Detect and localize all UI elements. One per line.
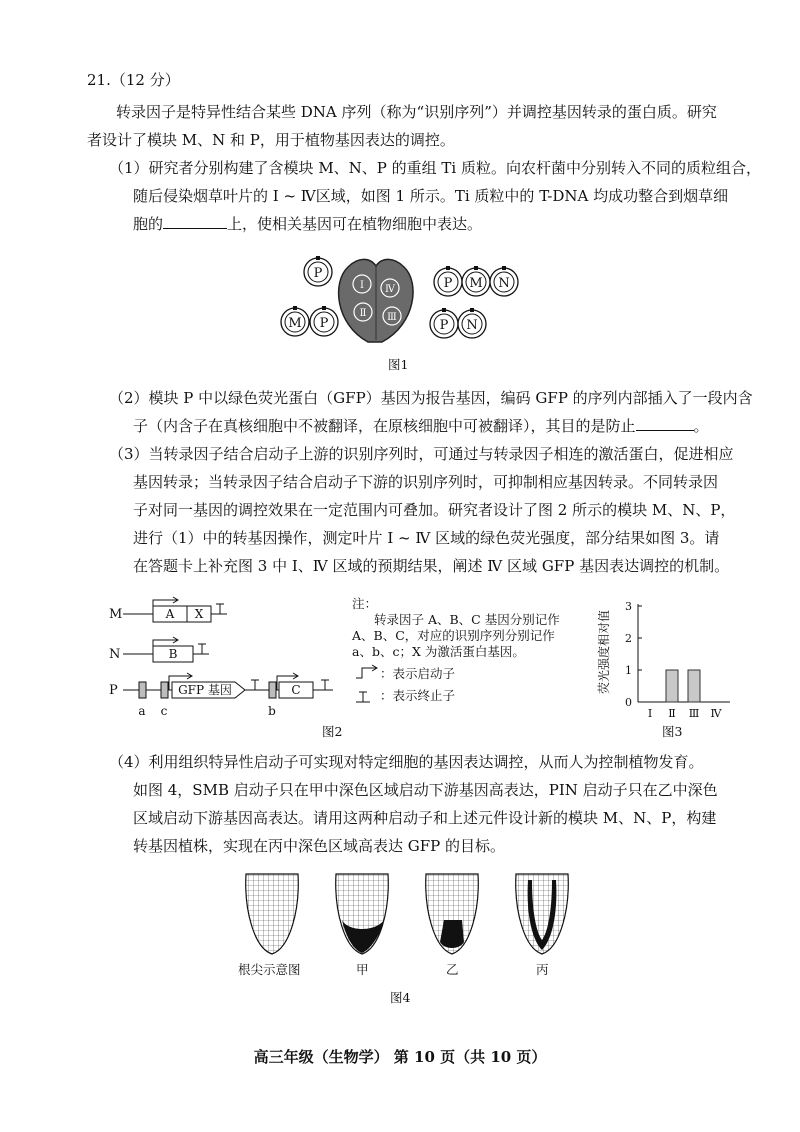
root-tip-bing <box>516 874 569 954</box>
recognition-site <box>269 682 276 698</box>
question-number: 21.（12 分） <box>87 71 180 89</box>
gene-label: X <box>194 607 204 621</box>
region-circle <box>383 307 401 325</box>
part4-line: 区域启动下游基因高表达。请用这两种启动子和上述元件设计新的模块 M、N、P，构建 <box>133 809 717 827</box>
site-label: c <box>160 704 168 718</box>
root-tip-yi <box>426 874 479 954</box>
root-tip-jia <box>336 874 389 954</box>
plasmid-label: P <box>313 266 323 281</box>
gene-label: A <box>165 607 175 621</box>
text: 子（内含子在真核细胞中不被翻译，在原核细胞中可被翻译），其目的是防止 <box>133 417 636 435</box>
y-axis-label: 荧光强度相对值 <box>597 609 611 695</box>
note-line: a、b、c；X 为激活蛋白基因。 <box>352 644 525 659</box>
gene-label: GFP 基因 <box>178 683 232 697</box>
bar <box>688 670 700 702</box>
module-label: P <box>109 683 118 698</box>
plasmid <box>490 266 518 296</box>
figure-1-caption: 图1 <box>388 357 409 372</box>
figure-1 <box>270 252 520 352</box>
recognition-site <box>161 682 168 698</box>
region-label: Ⅳ <box>385 284 395 295</box>
terminator-icon <box>356 692 370 702</box>
note-line: 转录因子 A、B、C 基因分别记作 <box>374 612 560 627</box>
plasmid <box>434 266 462 296</box>
x-tick-label: Ⅱ <box>668 707 676 720</box>
x-tick-label: Ⅰ <box>647 707 653 720</box>
fig4-label: 甲 <box>356 962 369 977</box>
part3-line: 进行（1）中的转基因操作，测定叶片 Ⅰ ~ Ⅳ 区域的绿色荧光强度，部分结果如图 3。请 <box>133 529 720 547</box>
part2-line <box>133 416 709 436</box>
plasmid-label: N <box>466 318 478 333</box>
part3-line: 基因转录；当转录因子结合启动子下游的识别序列时，可抑制相应基因转录。不同转录因 <box>133 473 719 491</box>
plasmid-label: P <box>319 316 329 331</box>
plasmid-label: P <box>443 276 453 291</box>
answer-blank[interactable] <box>636 416 694 431</box>
text: 。 <box>693 417 709 435</box>
root-tip-schematic <box>246 874 299 954</box>
intro-line: 转录因子是特异性结合某些 DNA 序列（称为“识别序列”）并调控基因转录的蛋白质。研究 <box>116 103 717 121</box>
part1-line <box>133 214 482 234</box>
fig4-label: 乙 <box>446 962 459 977</box>
recognition-site <box>139 682 146 698</box>
region-label: Ⅱ <box>359 308 367 319</box>
y-tick-label: 0 <box>625 696 632 709</box>
plasmid <box>304 256 332 286</box>
region-label: Ⅲ <box>387 312 397 323</box>
plasmid <box>310 306 338 336</box>
figure-4-caption: 图4 <box>390 990 411 1005</box>
plasmid-label: P <box>439 318 449 333</box>
fig4-label: 丙 <box>536 962 549 977</box>
plasmid-label: M <box>288 316 302 331</box>
plasmid-label: N <box>498 276 510 291</box>
text: 上，使相关基因可在植物细胞中表达。 <box>227 215 483 233</box>
bar <box>666 670 678 702</box>
note-line: A、B、C，对应的识别序列分别记作 <box>352 628 555 643</box>
region-circle <box>381 279 399 297</box>
plasmid <box>430 308 458 338</box>
site-label: b <box>268 704 276 718</box>
answer-blank[interactable] <box>163 214 227 229</box>
y-tick-label: 2 <box>625 632 632 645</box>
legend-promoter: ：表示启动子 <box>380 666 456 681</box>
part3-line: （3）当转录因子结合启动子上游的识别序列时，可通过与转录因子相连的激活蛋白，促进相应 <box>109 445 734 463</box>
text: 胞的 <box>133 215 164 233</box>
intro-line: 者设计了模块 M、N 和 P，用于植物基因表达的调控。 <box>87 131 455 149</box>
y-tick-label: 1 <box>625 664 632 677</box>
figure-4 <box>228 870 568 960</box>
fig4-label: 根尖示意图 <box>238 962 301 977</box>
x-tick-label: Ⅳ <box>710 707 722 720</box>
part2-line: （2）模块 P 中以绿色荧光蛋白（GFP）基因为报告基因，编码 GFP 的序列内部插入了一段内含 <box>109 389 753 407</box>
part4-line: 如图 4，SMB 启动子只在甲中深色区域启动下游基因高表达，PIN 启动子只在乙中深色 <box>133 781 718 799</box>
promoter-icon <box>356 668 376 678</box>
plasmid <box>458 308 486 338</box>
region-label: Ⅰ <box>360 280 364 291</box>
plasmid-label: M <box>469 276 483 291</box>
region-circle <box>353 275 371 293</box>
note-title: 注： <box>352 596 378 611</box>
module-label: N <box>109 647 121 662</box>
plasmid <box>462 266 490 296</box>
figure-2 <box>105 596 345 726</box>
part4-line: 转基因植株，实现在丙中深色区域高表达 GFP 的目标。 <box>133 837 506 855</box>
y-tick-label: 3 <box>625 600 632 613</box>
page-footer: 高三年级（生物学） 第 10 页（共 10 页） <box>253 1048 547 1066</box>
part1-line: 随后侵染烟草叶片的 Ⅰ ~ Ⅳ区域，如图 1 所示。Ti 质粒中的 T-DNA 均成功整合到烟草细 <box>133 187 729 205</box>
plasmid <box>281 306 309 336</box>
x-tick-label: Ⅲ <box>688 707 700 720</box>
part3-line: 子对同一基因的调控效果在一定范围内可叠加。研究者设计了图 2 所示的模块 M、N、P， <box>133 501 736 519</box>
figure-2-caption: 图2 <box>322 724 343 739</box>
site-label: a <box>138 704 146 718</box>
figure-3-chart <box>598 592 748 722</box>
part1-line: （1）研究者分别构建了含模块 M、N、P 的重组 Ti 质粒。向农杆菌中分别转入不同的质粒组合， <box>109 159 761 177</box>
legend-terminator: ：表示终止子 <box>380 688 456 703</box>
part4-line: （4）利用组织特异性启动子可实现对特定细胞的基因表达调控，从而人为控制植物发育。 <box>109 753 704 771</box>
gene-label: B <box>168 647 178 661</box>
figure-3-caption: 图3 <box>662 724 683 739</box>
region-circle <box>354 303 372 321</box>
gene-label: C <box>291 683 301 697</box>
part3-line: 在答题卡上补充图 3 中 Ⅰ、Ⅳ 区域的预期结果，阐述 Ⅳ 区域 GFP 基因表达调控的机制。 <box>133 557 730 575</box>
module-label: M <box>109 607 123 622</box>
